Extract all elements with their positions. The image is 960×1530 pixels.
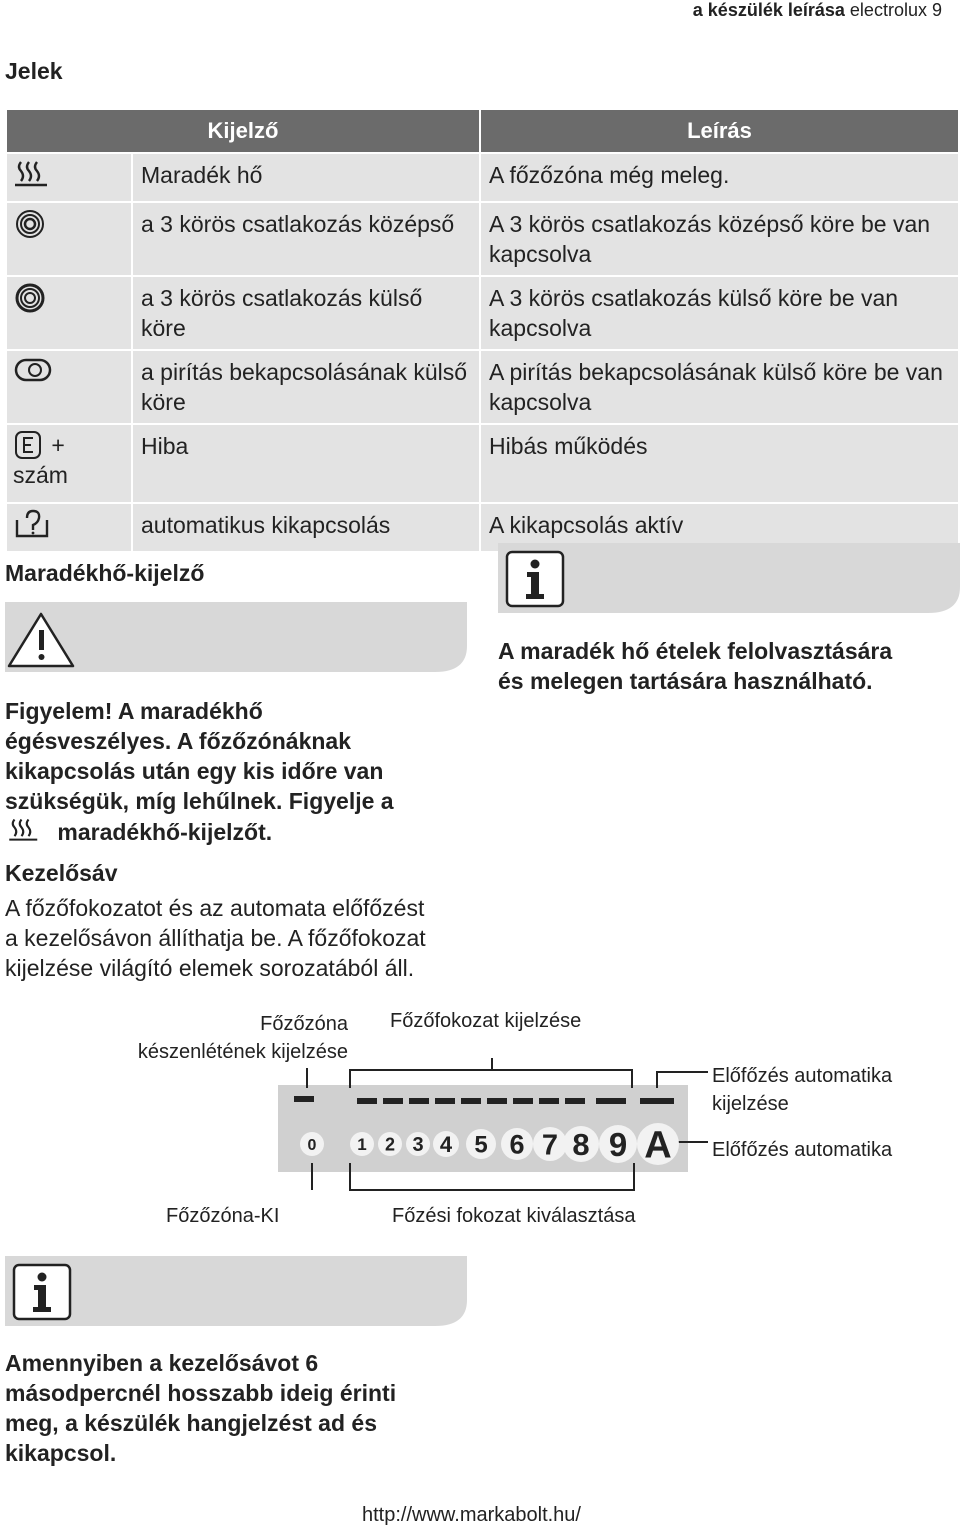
header-section: a készülék leírása	[692, 0, 845, 20]
signals-table	[5, 108, 960, 553]
table-cell-description: A 3 körös csatlakozás külső köre be van kapcsolva	[481, 277, 958, 349]
warning-line: szükségük, míg lehűlnek. Figyelje a	[5, 788, 394, 814]
table-cell-display: Hiba	[133, 425, 479, 502]
level-led	[409, 1098, 429, 1104]
level-led	[513, 1098, 533, 1104]
table-row	[7, 203, 958, 275]
level-button-label: 3	[412, 1134, 424, 1157]
table-row	[7, 154, 958, 201]
error-extra-text: + szám	[13, 432, 68, 488]
page-header	[693, 0, 942, 21]
warning-line-last	[5, 816, 394, 847]
note-line: meg, a készülék hangjelzést ad és	[5, 1410, 377, 1436]
level-display-label: Főzőfokozat kijelzése	[390, 1010, 582, 1032]
residual-title: Maradékhő-kijelző	[5, 560, 205, 586]
table-cell-display: a 3 körös csatlakozás külső köre	[133, 277, 479, 349]
triple-ring-outer-icon	[13, 281, 47, 315]
level-led	[487, 1098, 507, 1104]
note-callout-bar	[5, 1256, 467, 1328]
level-button-label: 6	[509, 1129, 525, 1160]
warning-line: Figyelem! A maradékhő	[5, 698, 263, 724]
table-row	[7, 425, 958, 502]
level-button-label: 2	[384, 1134, 396, 1155]
warning-line: égésveszélyes. A főzőzónáknak	[5, 728, 351, 754]
table-cell-icon	[7, 277, 131, 349]
level-led	[565, 1098, 585, 1104]
residual-heat-icon	[5, 816, 45, 844]
header-page-number: 9	[931, 0, 942, 20]
warning-line: kikapcsolás után egy kis időre van	[5, 758, 384, 784]
residual-heat-icon	[13, 158, 53, 190]
warning-last-text: maradékhő-kijelzőt.	[57, 819, 273, 845]
level-led	[596, 1098, 626, 1104]
table-cell-display: a 3 körös csatlakozás középső	[133, 203, 479, 275]
preboil-label: Előfőzés automatika	[712, 1139, 893, 1161]
info-text	[498, 636, 892, 696]
table-head-description: Leírás	[481, 110, 958, 152]
roasting-zone-icon	[13, 355, 53, 385]
section-title: Jelek	[5, 58, 63, 84]
table-cell-description: A kikapcsolás aktív	[481, 504, 958, 551]
control-strip-diagram	[0, 1040, 960, 1200]
table-cell-display: Maradék hő	[133, 154, 479, 201]
info-callout-bar	[498, 543, 960, 615]
triple-ring-inner-icon	[13, 207, 47, 241]
header-brand: electrolux	[849, 0, 927, 20]
warning-callout-bar	[5, 602, 467, 674]
level-led	[435, 1098, 455, 1104]
control-body-line: kijelzése világító elemek sorozatából áll.	[5, 955, 415, 981]
preboil-display-line: kijelzése	[712, 1093, 789, 1115]
error-e-icon	[13, 429, 45, 461]
note-line: másodpercnél hosszabb ideig érinti	[5, 1380, 397, 1406]
preboil-display-line: Előfőzés automatika	[712, 1065, 893, 1087]
control-title: Kezelősáv	[5, 860, 118, 886]
table-cell-icon	[7, 203, 131, 275]
ready-label-line: Főzőzóna	[260, 1013, 348, 1035]
level-button-label: 0	[307, 1136, 317, 1154]
table-cell-icon	[7, 154, 131, 201]
level-button-label: 9	[608, 1125, 628, 1163]
table-head-display: Kijelző	[7, 110, 479, 152]
preboil-led	[640, 1098, 674, 1104]
level-select-label: Főzési fokozat kiválasztása	[392, 1205, 636, 1227]
note-line: kikapcsol.	[5, 1440, 117, 1466]
table-cell-display: automatikus kikapcsolás	[133, 504, 479, 551]
ready-led	[294, 1096, 314, 1102]
table-cell-display: a pirítás bekapcsolásának külső köre	[133, 351, 479, 423]
level-button-label: A	[644, 1124, 672, 1167]
note-line: Amennyiben a kezelősávot 6	[5, 1350, 319, 1376]
control-body-line: a kezelősávon állíthatja be. A főzőfokozat	[5, 925, 426, 951]
level-button-label: 4	[439, 1131, 453, 1157]
level-led	[357, 1098, 377, 1104]
level-led	[539, 1098, 559, 1104]
level-button-label: 8	[572, 1127, 590, 1163]
table-cell-icon	[7, 425, 131, 502]
level-button-label: 7	[541, 1129, 559, 1162]
level-led	[383, 1098, 403, 1104]
table-cell-description: A 3 körös csatlakozás középső köre be van kapcsolva	[481, 203, 958, 275]
info-line: A maradék hő ételek felolvasztására	[498, 638, 893, 664]
level-button-label: 1	[357, 1135, 367, 1155]
table-cell-icon	[7, 351, 131, 423]
table-cell-icon	[7, 504, 131, 551]
ready-label-line: készenlétének kijelzése	[137, 1041, 348, 1063]
table-row	[7, 351, 958, 423]
table-cell-description: A pirítás bekapcsolásának külső köre be van kapcsolva	[481, 351, 958, 423]
zone-off-label: Főzőzóna-KI	[166, 1205, 280, 1227]
table-row	[7, 277, 958, 349]
level-led	[461, 1098, 481, 1104]
note-text	[5, 1348, 396, 1468]
auto-off-icon	[13, 508, 53, 540]
footer-url[interactable]: http://www.markabolt.hu/	[362, 1504, 581, 1526]
warning-text	[5, 696, 394, 847]
level-button-label: 5	[474, 1131, 488, 1159]
table-cell-description: A főzőzóna még meleg.	[481, 154, 958, 201]
control-body-line: A főzőfokozatot és az automata előfőzést	[5, 895, 425, 921]
table-cell-description: Hibás működés	[481, 425, 958, 502]
info-line: és melegen tartására használható.	[498, 668, 873, 694]
control-body	[5, 893, 426, 983]
